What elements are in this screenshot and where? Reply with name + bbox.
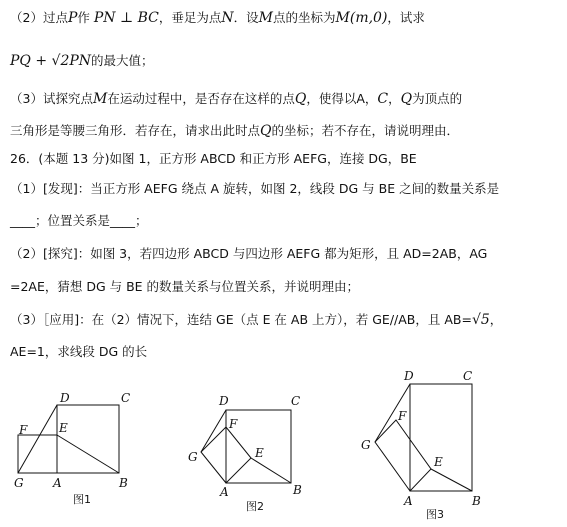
figure-3 <box>375 384 472 491</box>
fig2-label-b: B <box>293 483 302 497</box>
fig1-segment-dg <box>18 405 57 473</box>
fig3-label-c: C <box>463 369 473 383</box>
max-value-line: PQ + √2PN的最大值； <box>10 53 154 69</box>
fig1-label-c: C <box>121 391 131 405</box>
fig2-caption: 图2 <box>246 500 264 513</box>
fig1-label-d: D <box>60 391 70 405</box>
problem-26-title: 26．(本题 13 分)如图 1，正方形 ABCD 和正方形 AEFG，连接 DG，BE <box>10 151 417 166</box>
part-2-line-2: =2AE，猜想 DG 与 BE 的数量关系与位置关系，并说明理由； <box>10 279 360 294</box>
fig3-label-e: E <box>434 455 443 469</box>
fig3-label-a: A <box>404 494 413 508</box>
question-3-line-2: 三角形是等腰三角形．若存在，请求出此时点Q的坐标；若不存在，请说明理由． <box>10 123 460 139</box>
fig3-rect-abcd <box>410 384 472 491</box>
fig1-label-b: B <box>119 476 128 490</box>
part-1-blanks: ____；位置关系是____； <box>10 213 148 228</box>
fig2-label-g: G <box>188 450 198 464</box>
fig3-label-g: G <box>361 438 371 452</box>
part-2-line: （2）[探究]：如图 3，若四边形 ABCD 与四边形 AEFG 都为矩形，且 AD=2AB，AG <box>10 246 488 261</box>
fig3-rect-aefg <box>375 420 431 491</box>
figure-2 <box>201 410 291 483</box>
fig1-square-abcd <box>57 405 119 473</box>
fig3-caption: 图3 <box>426 508 444 521</box>
fig3-segment-be <box>431 469 472 491</box>
question-3-line: （3）试探究点M在运动过程中，是否存在这样的点Q，使得以A，C，Q为顶点的 <box>10 91 463 107</box>
fig1-label-e: E <box>59 421 68 435</box>
fig2-label-d: D <box>219 394 229 408</box>
fig3-label-d: D <box>404 369 414 383</box>
question-2-line: （2）过点P作 PN ⊥ BC，垂足为点N．设M点的坐标为M(m,0)，试求 <box>10 10 425 26</box>
part-1-line: （1）[发现]：当正方形 AEFG 绕点 A 旋转，如图 2，线段 DG 与 BE 之间的数量关系是 <box>10 181 500 196</box>
fig2-label-c: C <box>291 394 301 408</box>
part-3-line-2: AE=1，求线段 DG 的长 <box>10 344 148 359</box>
fig2-label-a: A <box>220 485 229 499</box>
fig2-segment-be <box>251 458 291 483</box>
fig2-label-f: F <box>229 417 238 431</box>
fig1-caption: 图1 <box>73 493 91 506</box>
fig1-label-g: G <box>14 476 24 490</box>
fig1-segment-be <box>57 435 119 473</box>
fig1-square-aefg <box>18 435 57 473</box>
figure-1 <box>18 405 119 473</box>
fig1-label-f: F <box>19 423 28 437</box>
fig1-label-a: A <box>53 476 62 490</box>
fig2-label-e: E <box>255 446 264 460</box>
part-3-line: （3）［应用]：在（2）情况下，连结 GE（点 E 在 AB 上方），若 GE//AB，且 AB=√5， <box>10 312 503 328</box>
fig3-label-f: F <box>398 409 407 423</box>
fig3-label-b: B <box>472 494 481 508</box>
